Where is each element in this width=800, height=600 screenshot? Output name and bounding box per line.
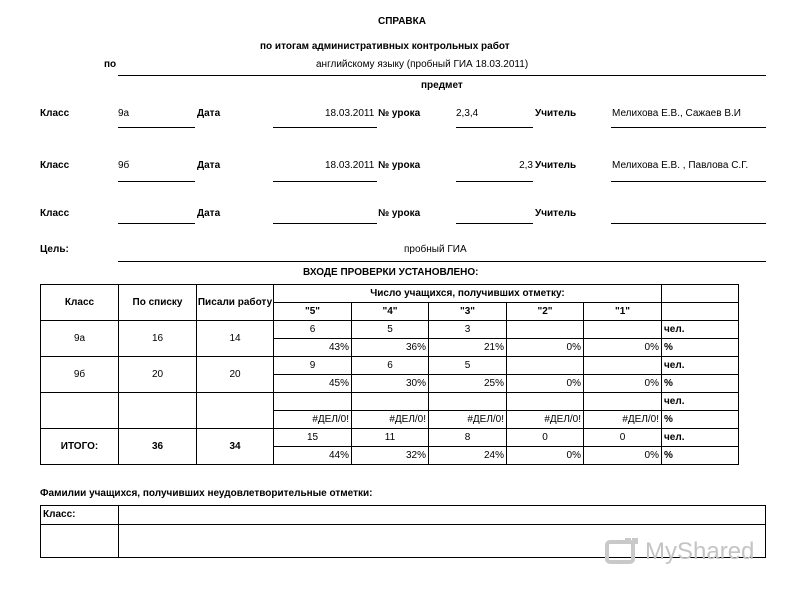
class-underline <box>118 181 195 182</box>
mark-2-header: "2" <box>507 303 584 321</box>
pct-cell: 30% <box>352 375 429 393</box>
lesson-underline <box>456 181 533 182</box>
unit-count: чел. <box>662 357 739 375</box>
mark-3-header: "3" <box>429 303 507 321</box>
pct-cell: 0% <box>584 339 662 357</box>
class-label: Класс <box>40 208 70 219</box>
unit-count: чел. <box>662 393 739 411</box>
pct-cell: 0% <box>584 447 662 465</box>
class-value: 9а <box>118 108 130 119</box>
watermark <box>605 537 770 567</box>
pct-cell: #ДЕЛ/0! <box>507 411 584 429</box>
result-heading: ВХОДЕ ПРОВЕРКИ УСТАНОВЛЕНО: <box>303 267 479 278</box>
unit-pct: % <box>662 339 739 357</box>
unit-pct: % <box>662 411 739 429</box>
count-cell: 0 <box>507 429 584 447</box>
group-class: 9а <box>41 321 119 357</box>
group-class <box>41 393 119 429</box>
failing-class-label: Класс: <box>43 509 76 520</box>
count-cell: 3 <box>429 321 507 339</box>
mark-5-header: "5" <box>274 303 352 321</box>
pct-cell: 43% <box>274 339 352 357</box>
failing-heading: Фамилии учащихся, получивших неудовлетворительные отметки: <box>40 488 373 499</box>
pct-cell: 0% <box>507 339 584 357</box>
date-underline <box>273 181 377 182</box>
lesson-value: 2,3,4 <box>456 108 479 119</box>
class-underline <box>118 127 195 128</box>
group-class: 9б <box>41 357 119 393</box>
date-label: Дата <box>197 160 221 171</box>
doc-subtitle: по итогам административных контрольных работ <box>260 41 510 52</box>
date-underline <box>273 127 377 128</box>
teacher-value: Мелихова Е.В. , Павлова С.Г. <box>612 160 749 171</box>
doc-title: СПРАВКА <box>378 16 426 27</box>
count-cell: 0 <box>584 429 662 447</box>
count-cell <box>352 393 429 411</box>
count-cell <box>507 321 584 339</box>
col-list-header: По списку <box>119 285 197 321</box>
count-cell <box>274 393 352 411</box>
group-wrote <box>197 393 274 429</box>
count-cell <box>584 393 662 411</box>
empty-cell <box>662 285 739 303</box>
total-list: 36 <box>119 429 197 465</box>
pct-cell: 25% <box>429 375 507 393</box>
count-cell: 11 <box>352 429 429 447</box>
count-cell: 5 <box>352 321 429 339</box>
lesson-label: № урока <box>378 108 421 119</box>
count-cell: 6 <box>274 321 352 339</box>
lesson-label: № урока <box>378 208 421 219</box>
table-row <box>41 357 739 375</box>
group-list: 16 <box>119 321 197 357</box>
group-wrote: 14 <box>197 321 274 357</box>
teacher-label: Учитель <box>535 208 577 219</box>
teacher-underline <box>611 127 766 128</box>
subject-underline <box>118 75 766 76</box>
teacher-underline <box>611 223 766 224</box>
pct-cell: 24% <box>429 447 507 465</box>
failing-divider <box>41 524 765 525</box>
date-label: Дата <box>197 108 221 119</box>
col-wrote-header: Писали работу <box>197 285 274 321</box>
col-class-header: Класс <box>41 285 119 321</box>
group-list: 20 <box>119 357 197 393</box>
goal-value: пробный ГИА <box>404 244 467 255</box>
goal-label: Цель: <box>40 244 69 255</box>
date-value: 18.03.2011 <box>325 108 375 119</box>
total-row <box>41 429 739 447</box>
lesson-underline <box>456 223 533 224</box>
watermark-logo-icon <box>605 537 641 567</box>
goal-underline <box>118 261 766 262</box>
class-value: 9б <box>118 160 130 171</box>
unit-pct: % <box>662 447 739 465</box>
count-cell <box>507 357 584 375</box>
po-label: по <box>104 59 117 70</box>
header-row <box>41 285 739 303</box>
count-cell <box>429 393 507 411</box>
grades-header: Число учащихся, получивших отметку: <box>274 285 662 303</box>
count-cell: 8 <box>429 429 507 447</box>
subject-caption: предмет <box>421 80 463 91</box>
pct-cell: #ДЕЛ/0! <box>429 411 507 429</box>
count-cell: 6 <box>352 357 429 375</box>
pct-cell: #ДЕЛ/0! <box>352 411 429 429</box>
teacher-label: Учитель <box>535 108 577 119</box>
count-cell <box>584 357 662 375</box>
total-wrote: 34 <box>197 429 274 465</box>
total-label: ИТОГО: <box>41 429 119 465</box>
mark-1-header: "1" <box>584 303 662 321</box>
pct-cell: 0% <box>507 447 584 465</box>
group-wrote: 20 <box>197 357 274 393</box>
date-underline <box>273 223 377 224</box>
date-label: Дата <box>197 208 221 219</box>
results-table <box>40 284 739 465</box>
unit-pct: % <box>662 375 739 393</box>
unit-count: чел. <box>662 429 739 447</box>
count-cell: 5 <box>429 357 507 375</box>
table-row <box>41 321 739 339</box>
teacher-underline <box>611 181 766 182</box>
pct-cell: #ДЕЛ/0! <box>274 411 352 429</box>
pct-cell: #ДЕЛ/0! <box>584 411 662 429</box>
class-label: Класс <box>40 108 70 119</box>
group-list <box>119 393 197 429</box>
teacher-value: Мелихова Е.В., Сажаев В.И <box>612 108 741 119</box>
date-value: 18.03.2011 <box>325 160 375 171</box>
pct-cell: 32% <box>352 447 429 465</box>
empty-cell <box>662 303 739 321</box>
unit-count: чел. <box>662 321 739 339</box>
mark-4-header: "4" <box>352 303 429 321</box>
pct-cell: 0% <box>584 375 662 393</box>
lesson-underline <box>456 127 533 128</box>
count-cell: 15 <box>274 429 352 447</box>
watermark-text: MyShared <box>645 538 755 565</box>
class-underline <box>118 223 195 224</box>
pct-cell: 45% <box>274 375 352 393</box>
pct-cell: 21% <box>429 339 507 357</box>
pct-cell: 36% <box>352 339 429 357</box>
pct-cell: 44% <box>274 447 352 465</box>
count-cell <box>507 393 584 411</box>
lesson-label: № урока <box>378 160 421 171</box>
table-row <box>41 393 739 411</box>
subject-value: английскому языку (пробный ГИА 18.03.2011) <box>316 59 529 70</box>
lesson-value: 2,3 <box>519 160 533 171</box>
teacher-label: Учитель <box>535 160 577 171</box>
count-cell <box>584 321 662 339</box>
count-cell: 9 <box>274 357 352 375</box>
class-label: Класс <box>40 160 70 171</box>
pct-cell: 0% <box>507 375 584 393</box>
